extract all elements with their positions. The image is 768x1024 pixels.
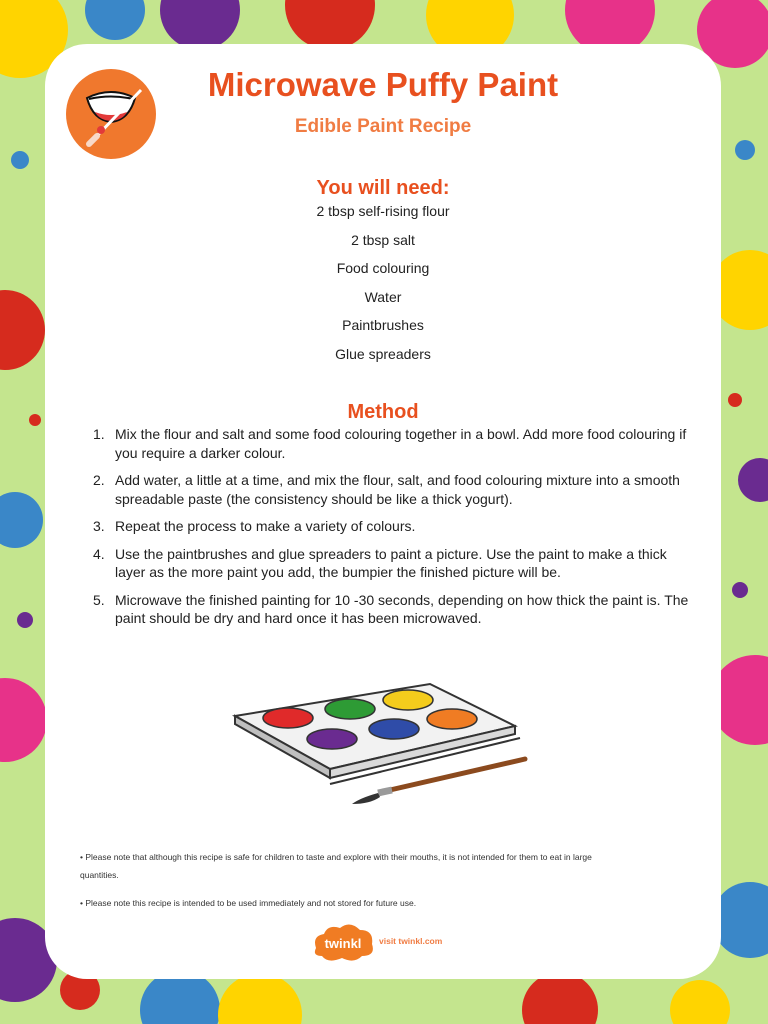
ingredient-item: Paintbrushes: [342, 317, 424, 333]
ingredient-item: Food colouring: [336, 260, 430, 276]
ingredient-item: 2 tbsp self-rising flour: [316, 203, 450, 219]
logo-text: twinkl: [324, 936, 362, 951]
step-text: Mix the flour and salt and some food colouring together in a bowl. Add more food colouring if you require a darker colour.: [115, 426, 687, 461]
ingredients-list: [45, 202, 721, 373]
method-heading: Method: [347, 401, 419, 423]
step-number: 2.: [93, 472, 105, 488]
step-number: 5.: [93, 591, 105, 608]
ingredient-item: Water: [364, 288, 402, 305]
method-step: [90, 591, 690, 628]
paint-palette-icon: [230, 674, 530, 819]
step-text: Add water, a little at a time, and mix the flour, salt, and food colouring mixture into a smooth spreadable paste (the consistency should be like a thick yogurt).: [115, 472, 680, 507]
step-text: Microwave the finished painting for 10 -30 seconds, depending on how thick the paint is. The paint should be dry and hard once it has been microwaved.: [115, 591, 689, 626]
method-step: [90, 425, 690, 462]
step-text: Use the paintbrushes and glue spreaders to paint a picture. Use the paint to make a thick layer as the more paint you add, the bumpier the finished picture will be.: [115, 545, 667, 580]
ingredient-item: 2 tbsp salt: [351, 231, 415, 248]
twinkl-logo[interactable]: [310, 922, 376, 962]
step-number: 1.: [93, 426, 105, 442]
method-steps-list: [90, 425, 690, 637]
page-title: Microwave Puffy Paint: [207, 66, 559, 103]
you-will-need-heading: You will need:: [316, 177, 450, 199]
method-step: [90, 517, 690, 536]
visit-link[interactable]: visit twinkl.com: [379, 936, 443, 946]
note-text: • Please note that although this recipe is safe for children to taste and explore with their mouths, it is not intended for them to eat in large quantities.: [80, 852, 592, 880]
note-text: • Please note this recipe is intended to be used immediately and not stored for future use.: [80, 898, 417, 908]
notes: [80, 848, 600, 922]
step-number: 4.: [93, 545, 105, 562]
footer: [310, 922, 470, 962]
step-number: 3.: [93, 518, 105, 534]
ingredient-item: Glue spreaders: [335, 345, 431, 362]
method-step: [90, 545, 690, 582]
step-text: Repeat the process to make a variety of colours.: [115, 518, 416, 534]
method-step: [90, 471, 690, 508]
recipe-card: [45, 44, 721, 979]
page-subtitle: Edible Paint Recipe: [294, 116, 472, 137]
